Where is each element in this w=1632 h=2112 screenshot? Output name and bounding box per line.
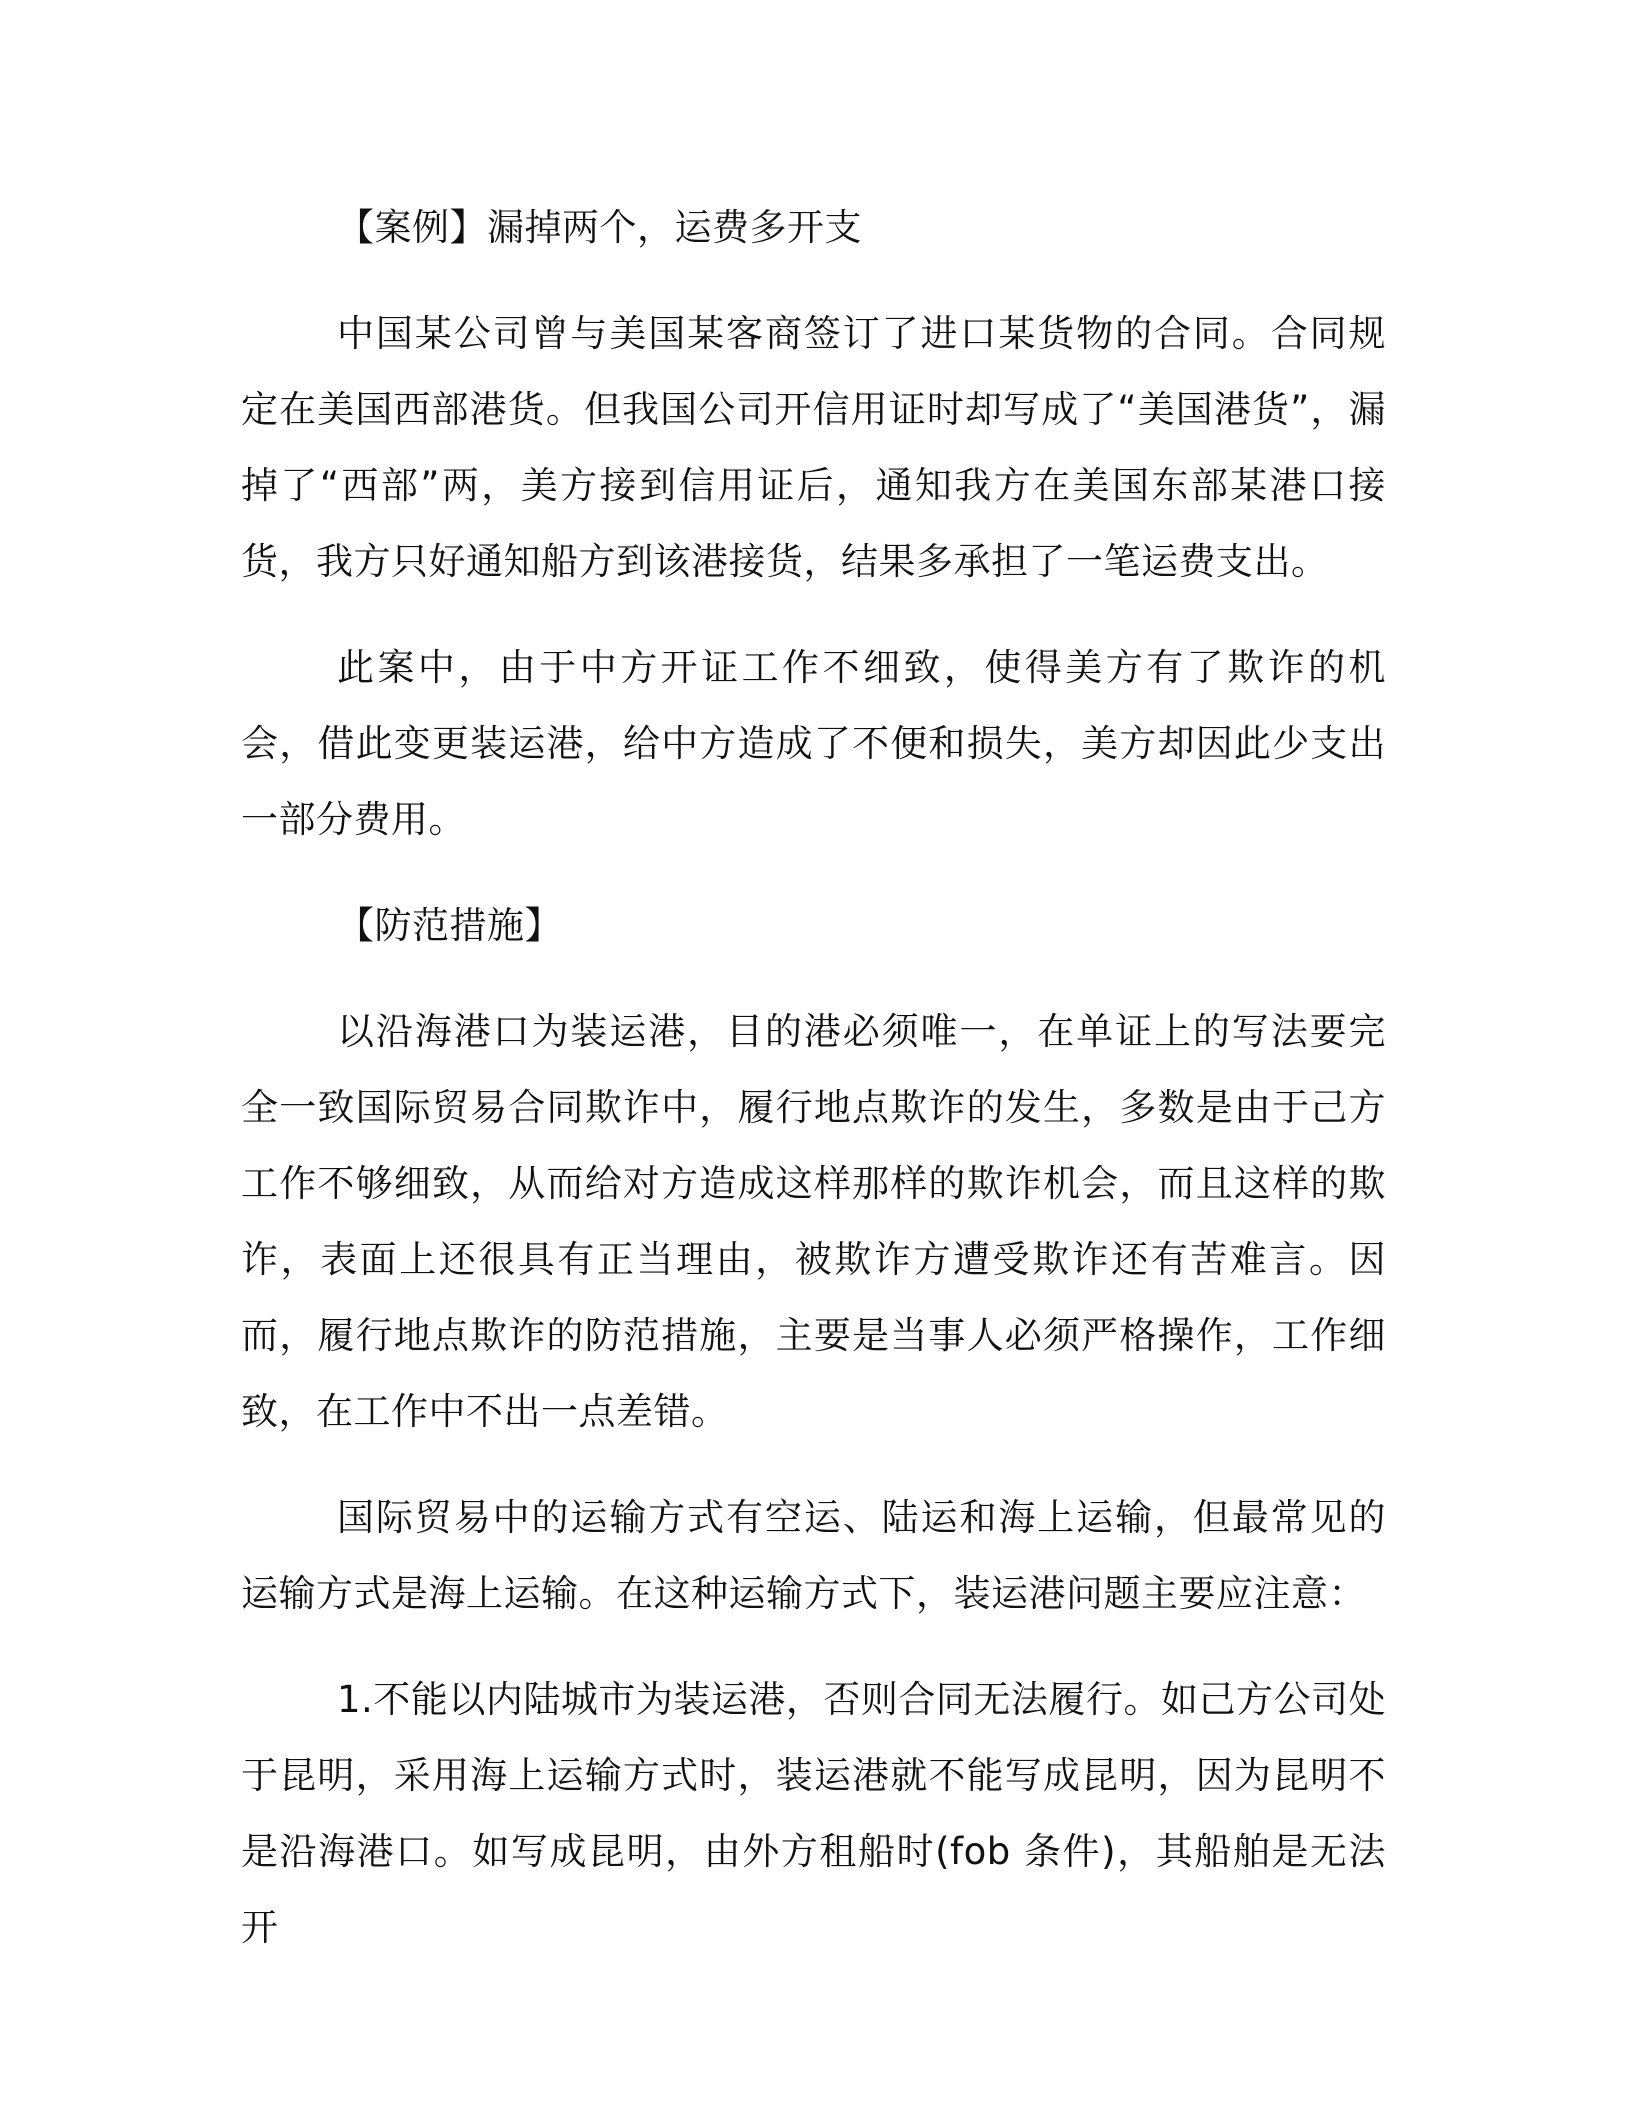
case-description-paragraph: 中国某公司曾与美国某客商签订了进口某货物的合同。合同规定在美国西部港货。但我国公司开信用证时却写成了“美国港货”，漏掉了“西部”两，美方接到信用证后，通知我方在美国东部某港口接货，我方只好通知船方到该港接货，结果多承担了一笔运费支出。 (241, 312, 1386, 583)
point-one-paragraph: 1.不能以内陆城市为装运港，否则合同无法履行。如己方公司处于昆明，采用海上运输方式时，装运港就不能写成昆明，因为昆明不是沿海港口。如写成昆明，由外方租船时(fob 条件)，其船舶是无法开 (241, 1678, 1386, 1949)
case-heading: 【案例】漏掉两个，运费多开支 (337, 206, 862, 249)
prevention-heading: 【防范措施】 (337, 904, 562, 947)
case-analysis-paragraph: 此案中，由于中方开证工作不细致，使得美方有了欺诈的机会，借此变更装运港，给中方造成了不便和损失，美方却因此少支出一部分费用。 (241, 646, 1386, 841)
transport-paragraph: 国际贸易中的运输方式有空运、陆运和海上运输，但最常见的运输方式是海上运输。在这种运输方式下，装运港问题主要应注意： (241, 1496, 1386, 1615)
prevention-paragraph: 以沿海港口为装运港，目的港必须唯一，在单证上的写法要完全一致国际贸易合同欺诈中，履行地点欺诈的发生，多数是由于己方工作不够细致，从而给对方造成这样那样的欺诈机会，而且这样的欺诈，表面上还很具有正当理由，被欺诈方遭受欺诈还有苦难言。因而，履行地点欺诈的防范措施，主要是当事人必须严格操作，工作细致，在工作中不出一点差错。 (241, 1010, 1386, 1433)
document-body (241, 190, 1386, 1996)
